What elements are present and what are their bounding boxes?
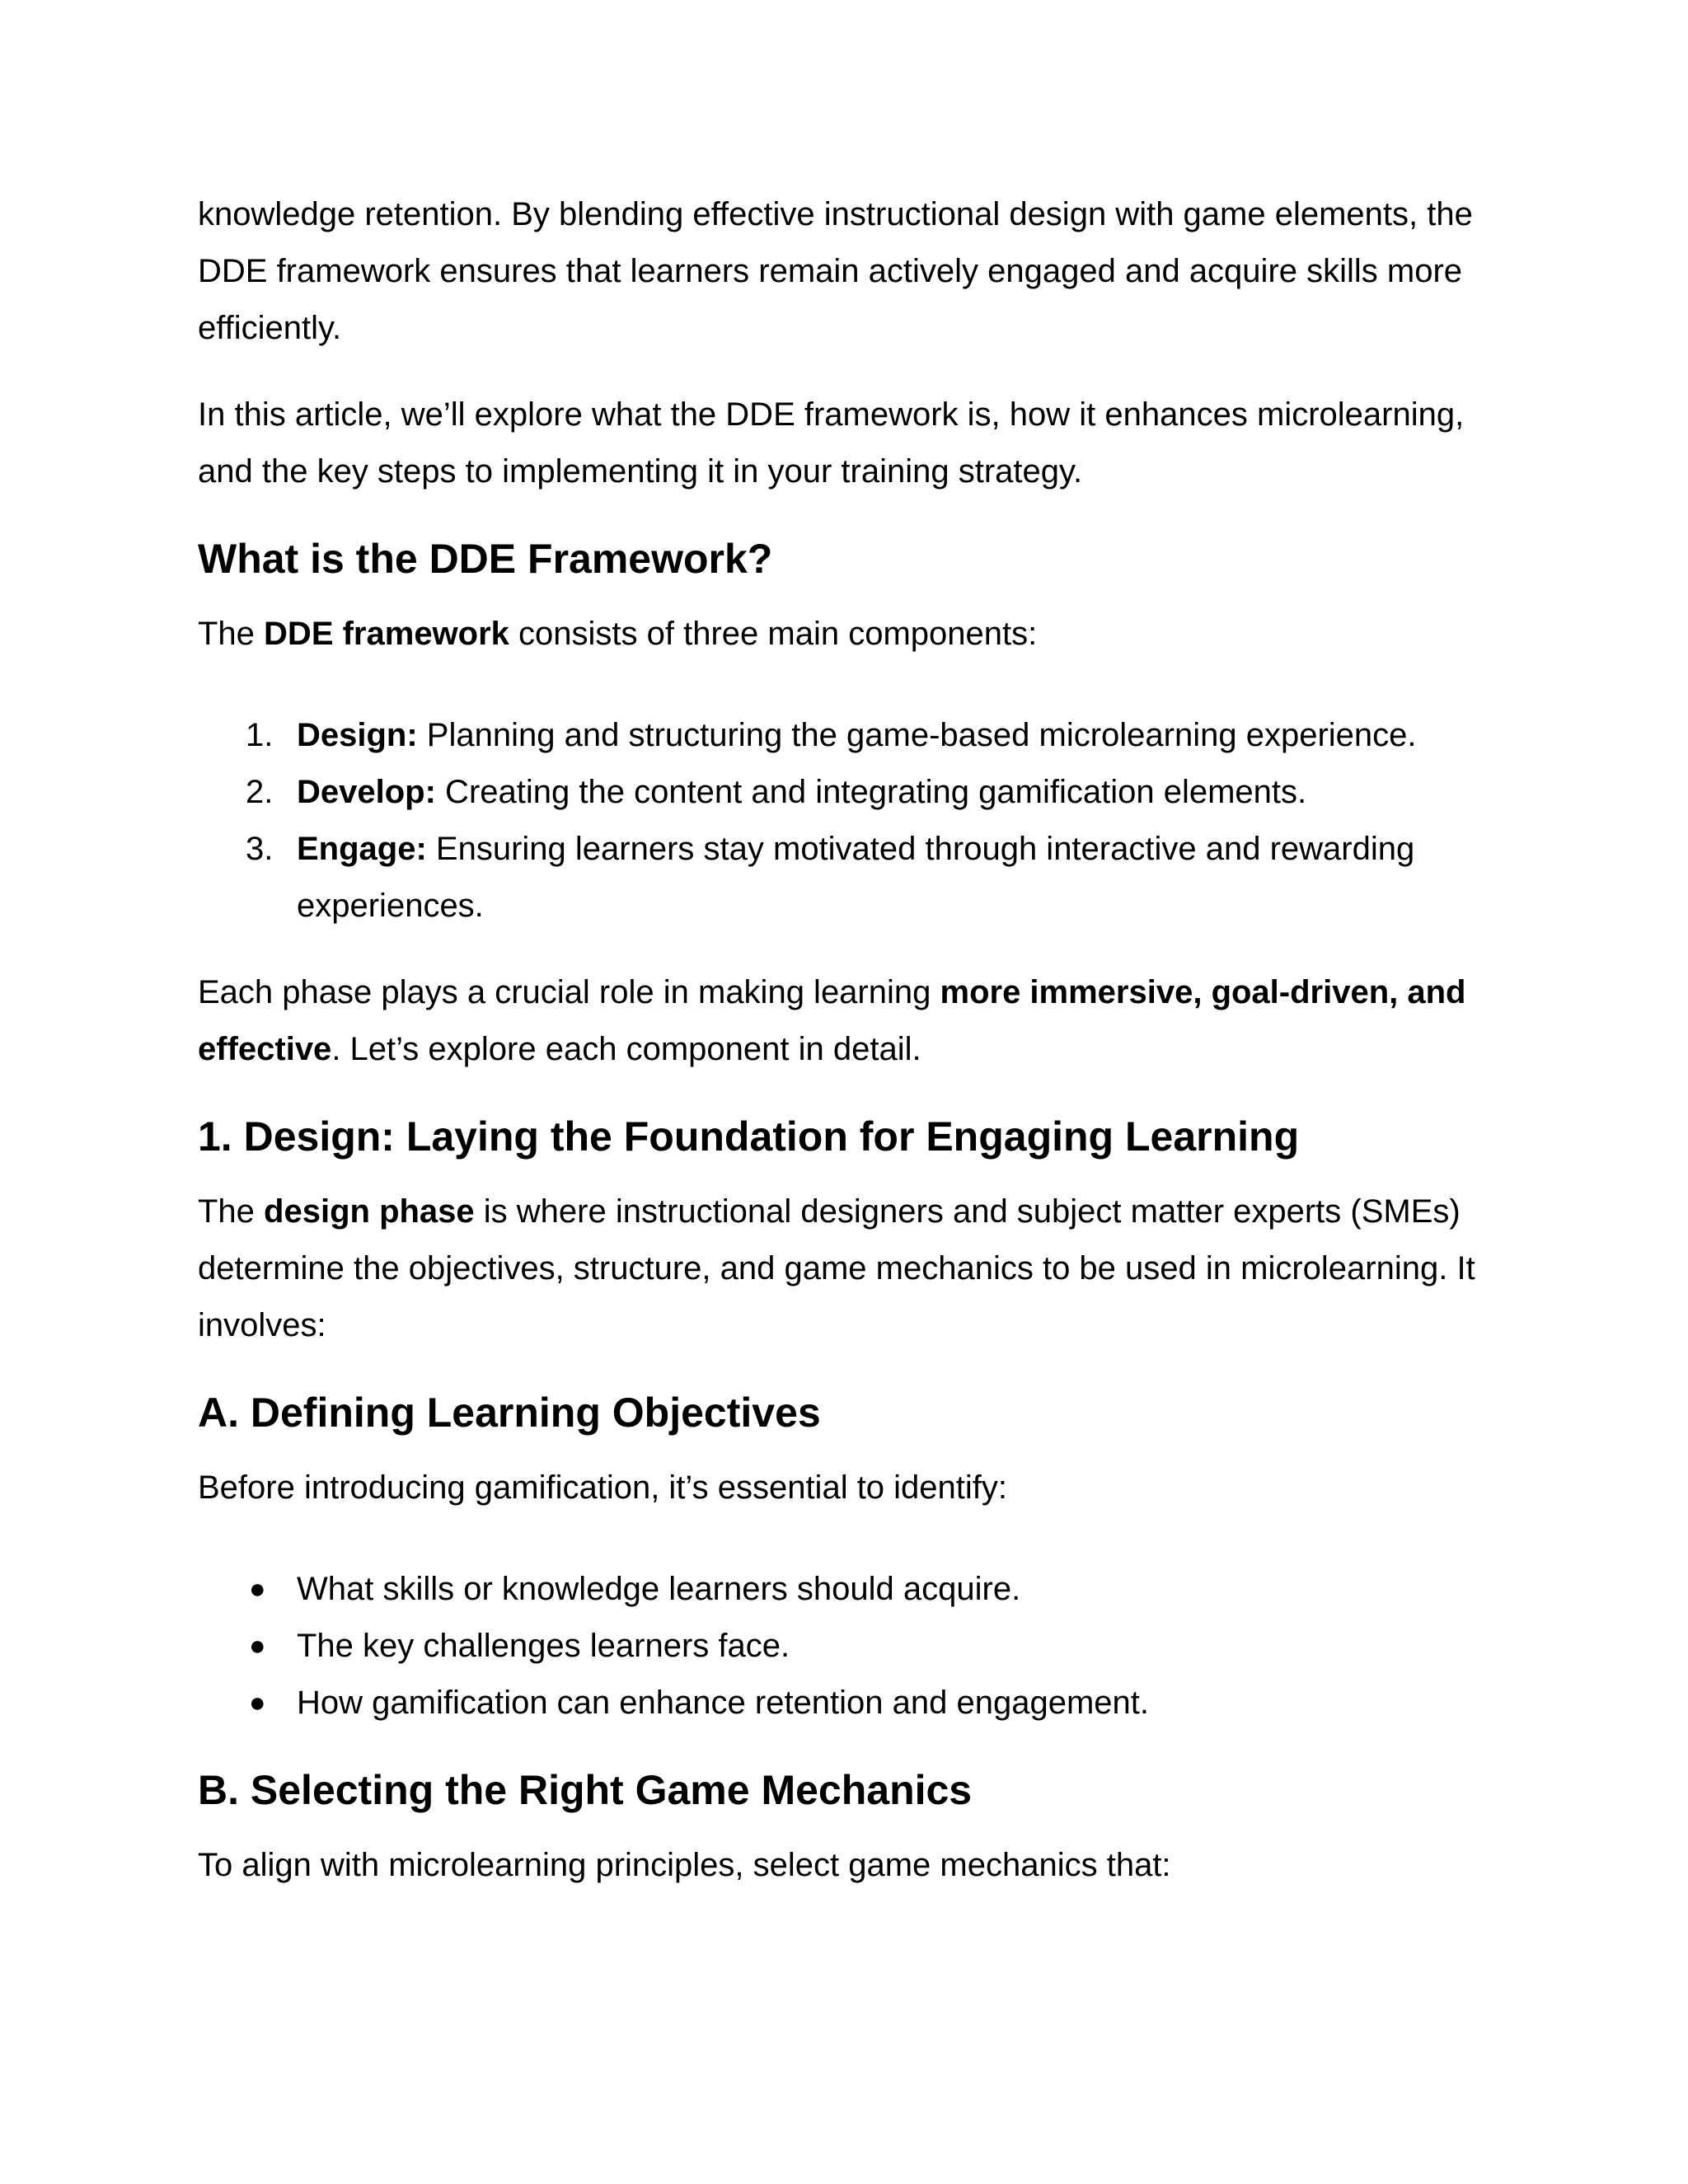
bullet-icon: ● [249, 1687, 266, 1718]
list-item-text: What skills or knowledge learners should acquire. [297, 1571, 1021, 1607]
list-item-text: Planning and structuring the game-based microlearning experience. [417, 717, 1417, 753]
list-number: 1. [246, 717, 274, 753]
heading-learning-objectives: A. Defining Learning Objectives [198, 1390, 821, 1436]
bold-text: design phase [264, 1193, 475, 1230]
list-item [198, 707, 1500, 764]
text: . Let’s explore each component in detail. [331, 1031, 921, 1067]
text: is where instructional designers and subject matter experts (SMEs) determine the objectives, structure, and game mechanics to be used in microlearning. It involves: [198, 1193, 1475, 1343]
list-item-text: Ensuring learners stay motivated through interactive and rewarding experiences. [297, 831, 1415, 924]
what-is-paragraph [198, 606, 1500, 663]
list-item [198, 1675, 1500, 1732]
list-item-title: Engage: [297, 831, 427, 867]
objectives-paragraph: Before introducing gamification, it’s essential to identify: [198, 1469, 1008, 1506]
components-list [198, 707, 1500, 935]
design-paragraph [198, 1183, 1500, 1354]
text: The [198, 616, 265, 652]
list-number: 2. [246, 774, 274, 810]
bullet-icon: ● [249, 1573, 266, 1605]
mechanics-paragraph: To align with microlearning principles, select game mechanics that: [198, 1847, 1171, 1883]
intro-paragraph-1: knowledge retention. By blending effective instructional design with game elements, the DDE framework ensures that learners remain actively engaged and acquire skills more efficiently. [198, 196, 1473, 346]
bold-text: DDE framework [264, 616, 509, 652]
list-item-text: Creating the content and integrating gamification elements. [435, 774, 1307, 810]
list-item-title: Design: [297, 717, 418, 753]
list-item [198, 821, 1500, 935]
heading-game-mechanics: B. Selecting the Right Game Mechanics [198, 1767, 973, 1813]
heading-design: 1. Design: Laying the Foundation for Engaging Learning [198, 1113, 1300, 1160]
document-body [198, 186, 1500, 1924]
bullet-icon: ● [249, 1630, 266, 1661]
text: Each phase plays a crucial role in making learning [198, 974, 940, 1010]
list-item [198, 1561, 1500, 1618]
text: The [198, 1193, 265, 1230]
phases-paragraph [198, 964, 1500, 1078]
list-item [198, 1618, 1500, 1675]
objectives-list [198, 1561, 1500, 1732]
list-item [198, 764, 1500, 821]
list-number: 3. [246, 831, 274, 867]
text: consists of three main components: [509, 616, 1038, 652]
list-item-title: Develop: [297, 774, 436, 810]
list-item-text: The key challenges learners face. [297, 1628, 790, 1664]
heading-what-is-dde: What is the DDE Framework? [198, 536, 773, 582]
bold-text: more immersive, goal-driven, and effective [198, 974, 1466, 1067]
list-item-text: How gamification can enhance retention and engagement. [297, 1685, 1150, 1721]
intro-paragraph-2: In this article, we’ll explore what the DDE framework is, how it enhances microlearning, and the key steps to implementing it in your training strategy. [198, 396, 1465, 490]
